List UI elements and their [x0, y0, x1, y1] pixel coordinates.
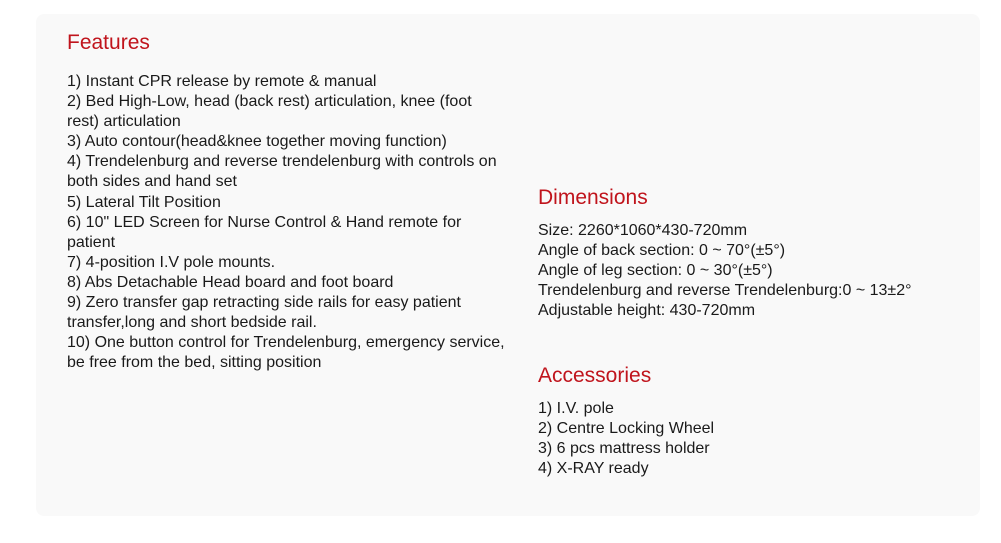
feature-item: 9) Zero transfer gap retracting side rails for easy patient transfer,long and short bedside rail. [67, 294, 461, 332]
accessories-list [538, 399, 838, 479]
dimension-item: Angle of leg section: 0 ~ 30°(±5°) [538, 262, 773, 280]
accessory-item: 2) Centre Locking Wheel [538, 420, 715, 438]
dimension-item: Angle of back section: 0 ~ 70°(±5°) [538, 242, 786, 260]
feature-item: 5) Lateral Tilt Position [67, 193, 221, 211]
accessories-heading: Accessories [538, 364, 652, 387]
feature-item: 1) Instant CPR release by remote & manual [67, 73, 377, 90]
accessory-item: 1) I.V. pole [538, 400, 614, 417]
dimension-item: Adjustable height: 430-720mm [538, 302, 756, 320]
feature-item: 4) Trendelenburg and reverse trendelenburg with controls on both sides and hand set [67, 153, 497, 191]
feature-item: 7) 4-position I.V pole mounts. [67, 253, 276, 271]
accessory-item: 3) 6 pcs mattress holder [538, 440, 710, 458]
dimension-item: Trendelenburg and reverse Trendelenburg:0 ~ 13±2° [538, 282, 912, 300]
dimension-item: Size: 2260*1060*430-720mm [538, 222, 748, 239]
feature-item: 3) Auto contour(head&knee together moving function) [67, 133, 447, 151]
accessory-item: 4) X-RAY ready [538, 460, 649, 478]
dimensions-list [538, 221, 988, 321]
features-heading: Features [67, 31, 150, 54]
feature-item: 2) Bed High-Low, head (back rest) articulation, knee (foot rest) articulation [67, 93, 472, 131]
dimensions-heading: Dimensions [538, 186, 648, 209]
features-list [67, 72, 507, 373]
feature-item: 10) One button control for Trendelenburg, emergency service, be free from the bed, sitting position [67, 334, 505, 372]
feature-item: 6) 10" LED Screen for Nurse Control & Hand remote for patient [67, 213, 462, 251]
feature-item: 8) Abs Detachable Head board and foot board [67, 273, 394, 291]
